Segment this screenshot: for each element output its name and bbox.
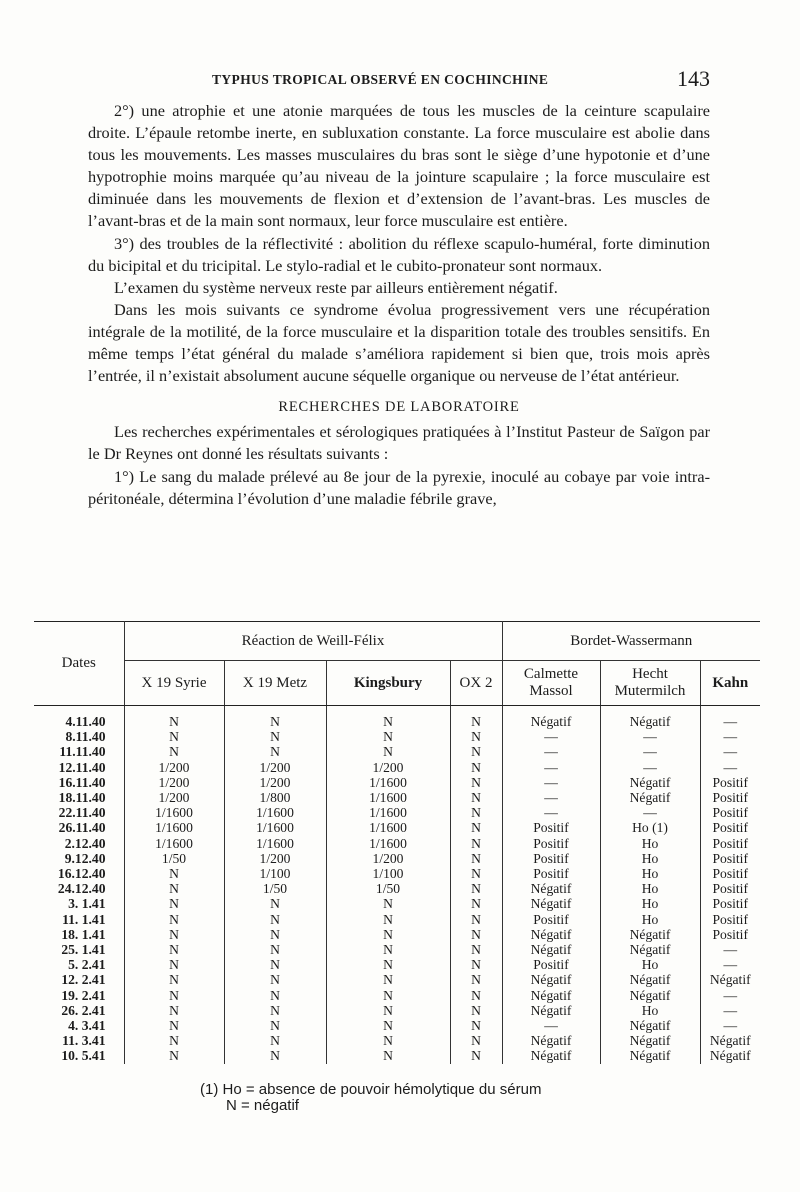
cell-x19-syrie: N: [124, 881, 224, 896]
cell-date: 8.11.40: [34, 729, 124, 744]
body-text: [88, 100, 710, 510]
table-row: [34, 744, 760, 759]
table-row: [34, 896, 760, 911]
cell-kahn: Négatif: [709, 1048, 751, 1064]
cell-date: 18.11.40: [34, 790, 124, 805]
cell-x19-metz: N: [224, 1018, 326, 1033]
cell-calmette-massol: Positif: [502, 851, 600, 866]
table-row: [34, 1018, 760, 1033]
cell-hecht-mutermilch: Ho: [600, 881, 700, 896]
cell-kingsbury: 1/1600: [326, 775, 450, 790]
cell-x19-syrie: N: [124, 896, 224, 911]
cell-kahn: —: [723, 942, 738, 958]
cell-ox2: N: [450, 851, 502, 866]
cell-kingsbury: N: [326, 942, 450, 957]
cell-date: 12. 2.41: [34, 972, 124, 987]
cell-x19-syrie: N: [124, 706, 224, 730]
cell-x19-metz: N: [224, 972, 326, 987]
cell-kahn: —: [723, 987, 738, 1003]
cell-kahn: —: [723, 744, 738, 760]
cell-hecht-mutermilch: Ho: [600, 896, 700, 911]
cell-ox2: N: [450, 760, 502, 775]
cell-x19-syrie: 1/1600: [124, 820, 224, 835]
cell-calmette-massol: Positif: [502, 957, 600, 972]
cell-x19-metz: N: [224, 988, 326, 1003]
cell-ox2: N: [450, 820, 502, 835]
cell-x19-metz: 1/1600: [224, 820, 326, 835]
cell-x19-syrie: N: [124, 988, 224, 1003]
cell-kahn: —: [723, 759, 738, 775]
cell-kahn: Positif: [712, 896, 748, 912]
cell-kingsbury: 1/200: [326, 851, 450, 866]
cell-date: 4. 3.41: [34, 1018, 124, 1033]
cell-x19-metz: N: [224, 957, 326, 972]
cell-x19-metz: N: [224, 942, 326, 957]
cell-kahn: Positif: [712, 805, 748, 821]
cell-kingsbury: 1/1600: [326, 790, 450, 805]
cell-kingsbury: N: [326, 896, 450, 911]
paragraph: 2°) une atrophie et une atonie marquées de tous les muscles de la ceinture scapulaire droite. L’épaule retombe inerte, en subluxation constante. La force musculaire est abolie dans tous les mouvements. Les masses musculaires du bras sont le siège d’une hypotonie et d’une hypotrophie moins marquée qu’au niveau de la jointure scapulaire ; la force musculaire est diminuée dans les mouvements de flexion et d’extension de l’avant-bras. Les muscles de l’avant-bras et de la main sont normaux, leur force musculaire est entière.: [88, 101, 710, 231]
cell-ox2: N: [450, 942, 502, 957]
cell-date: 22.11.40: [34, 805, 124, 820]
cell-date: 9.12.40: [34, 851, 124, 866]
table-row: [34, 851, 760, 866]
cell-hecht-mutermilch: Négatif: [600, 927, 700, 942]
table-row: [34, 912, 760, 927]
table-row: [34, 706, 760, 730]
cell-calmette-massol: —: [502, 729, 600, 744]
cell-hecht-mutermilch: —: [600, 729, 700, 744]
cell-hecht-mutermilch: Ho: [600, 866, 700, 881]
table-row: [34, 1048, 760, 1063]
cell-hecht-mutermilch: —: [600, 805, 700, 820]
cell-calmette-massol: —: [502, 790, 600, 805]
cell-x19-metz: N: [224, 729, 326, 744]
cell-calmette-massol: Négatif: [502, 881, 600, 896]
cell-kahn: Positif: [712, 820, 748, 836]
header-dates: Dates: [34, 622, 124, 706]
cell-kahn: Positif: [712, 790, 748, 806]
paragraph: 3°) des troubles de la réflectivité : abolition du réflexe scapulo-huméral, forte diminution du bicipital et du tricipital. Le stylo-radial et le cubito-pronateur sont normaux.: [88, 233, 710, 275]
cell-date: 16.12.40: [34, 866, 124, 881]
table-row: [34, 972, 760, 987]
cell-hecht-mutermilch: Ho: [600, 1003, 700, 1018]
paragraph: 1°) Le sang du malade prélevé au 8e jour de la pyrexie, inoculé au cobaye par voie intra-péritonéale, détermina l’évolution d’une maladie fébrile grave,: [88, 466, 710, 508]
cell-hecht-mutermilch: Négatif: [600, 1033, 700, 1048]
cell-hecht-mutermilch: Négatif: [600, 942, 700, 957]
cell-x19-syrie: 1/200: [124, 760, 224, 775]
cell-calmette-massol: Négatif: [502, 896, 600, 911]
cell-calmette-massol: Négatif: [502, 972, 600, 987]
cell-kingsbury: N: [326, 1048, 450, 1063]
cell-hecht-mutermilch: Négatif: [600, 790, 700, 805]
header-bordet-wassermann: Bordet-Wassermann: [502, 622, 760, 661]
cell-ox2: N: [450, 912, 502, 927]
cell-x19-metz: N: [224, 706, 326, 730]
cell-date: 26. 2.41: [34, 1003, 124, 1018]
cell-x19-metz: N: [224, 744, 326, 759]
cell-calmette-massol: —: [502, 760, 600, 775]
section-heading: RECHERCHES DE LABORATOIRE: [278, 399, 520, 416]
cell-calmette-massol: Positif: [502, 836, 600, 851]
cell-hecht-mutermilch: Négatif: [600, 775, 700, 790]
cell-kahn: —: [723, 957, 738, 973]
cell-kingsbury: 1/50: [326, 881, 450, 896]
cell-calmette-massol: Positif: [502, 820, 600, 835]
cell-x19-metz: 1/200: [224, 775, 326, 790]
cell-date: 4.11.40: [34, 706, 124, 730]
cell-ox2: N: [450, 1048, 502, 1063]
header-x19-syrie: X 19 Syrie: [124, 661, 224, 706]
table-row: [34, 805, 760, 820]
cell-ox2: N: [450, 972, 502, 987]
table-row: [34, 1003, 760, 1018]
cell-kingsbury: N: [326, 1018, 450, 1033]
cell-hecht-mutermilch: Négatif: [600, 1018, 700, 1033]
paragraph: Les recherches expérimentales et sérologiques pratiquées à l’Institut Pasteur de Saïgon par le Dr Reynes ont donné les résultats suivants :: [88, 422, 710, 464]
cell-x19-metz: 1/100: [224, 866, 326, 881]
cell-x19-syrie: 1/1600: [124, 805, 224, 820]
header-kingsbury: Kingsbury: [326, 661, 450, 706]
table-row: [34, 957, 760, 972]
cell-kahn: —: [723, 729, 738, 745]
cell-x19-syrie: N: [124, 729, 224, 744]
cell-x19-syrie: N: [124, 866, 224, 881]
cell-x19-syrie: N: [124, 927, 224, 942]
cell-ox2: N: [450, 744, 502, 759]
cell-ox2: N: [450, 957, 502, 972]
cell-ox2: N: [450, 775, 502, 790]
cell-x19-metz: 1/800: [224, 790, 326, 805]
cell-x19-syrie: N: [124, 957, 224, 972]
footnote: (1) Ho = absence de pouvoir hémolytique du sérum: [200, 1081, 542, 1098]
cell-ox2: N: [450, 1033, 502, 1048]
cell-calmette-massol: Négatif: [502, 1048, 600, 1063]
cell-calmette-massol: Positif: [502, 912, 600, 927]
table-row: [34, 988, 760, 1003]
cell-x19-syrie: N: [124, 1033, 224, 1048]
header-kahn: Kahn: [700, 661, 760, 706]
cell-hecht-mutermilch: Négatif: [600, 972, 700, 987]
cell-calmette-massol: —: [502, 805, 600, 820]
table-row: [34, 775, 760, 790]
table-row: [34, 836, 760, 851]
cell-x19-syrie: N: [124, 912, 224, 927]
results-table-container: [34, 621, 760, 1064]
cell-kahn: Négatif: [709, 972, 751, 988]
cell-x19-syrie: N: [124, 1003, 224, 1018]
cell-kahn: Positif: [712, 850, 748, 866]
results-table: [34, 621, 760, 1064]
cell-kingsbury: N: [326, 957, 450, 972]
cell-ox2: N: [450, 805, 502, 820]
cell-x19-metz: N: [224, 912, 326, 927]
cell-x19-syrie: 1/200: [124, 790, 224, 805]
cell-calmette-massol: Négatif: [502, 988, 600, 1003]
cell-kahn: Positif: [712, 835, 748, 851]
cell-hecht-mutermilch: Ho: [600, 957, 700, 972]
cell-x19-metz: 1/50: [224, 881, 326, 896]
cell-date: 12.11.40: [34, 760, 124, 775]
cell-ox2: N: [450, 988, 502, 1003]
cell-hecht-mutermilch: —: [600, 744, 700, 759]
table-row: [34, 790, 760, 805]
header-hecht-mutermilch: Hecht Mutermilch: [600, 661, 700, 706]
cell-ox2: N: [450, 881, 502, 896]
cell-x19-syrie: N: [124, 1048, 224, 1063]
cell-date: 26.11.40: [34, 820, 124, 835]
cell-kahn: —: [723, 1002, 738, 1018]
footnotes: [200, 1082, 541, 1114]
cell-ox2: N: [450, 1018, 502, 1033]
paragraph: L’examen du système nerveux reste par ailleurs entièrement négatif.: [114, 277, 558, 297]
cell-calmette-massol: —: [502, 1018, 600, 1033]
cell-hecht-mutermilch: Ho (1): [600, 820, 700, 835]
header-x19-metz: X 19 Metz: [224, 661, 326, 706]
cell-calmette-massol: Négatif: [502, 927, 600, 942]
cell-kahn: Positif: [712, 881, 748, 897]
cell-x19-syrie: 1/1600: [124, 836, 224, 851]
cell-date: 3. 1.41: [34, 896, 124, 911]
cell-kahn: Positif: [712, 911, 748, 927]
cell-ox2: N: [450, 866, 502, 881]
cell-date: 16.11.40: [34, 775, 124, 790]
cell-x19-syrie: N: [124, 972, 224, 987]
page-header: [88, 66, 710, 94]
running-title: TYPHUS TROPICAL OBSERVÉ EN COCHINCHINE: [212, 72, 549, 87]
cell-kingsbury: N: [326, 988, 450, 1003]
cell-kahn: —: [723, 1018, 738, 1034]
table-row: [34, 927, 760, 942]
cell-date: 2.12.40: [34, 836, 124, 851]
cell-kingsbury: N: [326, 912, 450, 927]
cell-hecht-mutermilch: Ho: [600, 912, 700, 927]
table-row: [34, 942, 760, 957]
cell-x19-syrie: N: [124, 744, 224, 759]
paragraph: Dans les mois suivants ce syndrome évolua progressivement vers une récupération intégrale de la motilité, de la force musculaire et la disparition totale des troubles sensitifs. En même temps l’état général du malade s’améliora rapidement si bien que, trois mois après l’entrée, il n’existait absolument aucune séquelle organique ou nerveuse de l’état antérieur.: [88, 299, 710, 386]
cell-hecht-mutermilch: Ho: [600, 851, 700, 866]
cell-kahn: —: [723, 714, 738, 729]
cell-kingsbury: 1/200: [326, 760, 450, 775]
cell-x19-metz: N: [224, 927, 326, 942]
cell-calmette-massol: Positif: [502, 866, 600, 881]
cell-x19-metz: 1/200: [224, 760, 326, 775]
cell-kingsbury: 1/1600: [326, 820, 450, 835]
cell-calmette-massol: Négatif: [502, 1033, 600, 1048]
header-calmette-massol: Calmette Massol: [502, 661, 600, 706]
table-body: [34, 706, 760, 1064]
cell-x19-metz: 1/200: [224, 851, 326, 866]
cell-x19-metz: N: [224, 1048, 326, 1063]
table-row: [34, 760, 760, 775]
table-row: [34, 881, 760, 896]
cell-kingsbury: N: [326, 1033, 450, 1048]
cell-kingsbury: 1/1600: [326, 805, 450, 820]
cell-kingsbury: N: [326, 744, 450, 759]
cell-ox2: N: [450, 706, 502, 730]
cell-x19-metz: 1/1600: [224, 805, 326, 820]
cell-kingsbury: N: [326, 972, 450, 987]
cell-kahn: Positif: [712, 926, 748, 942]
cell-kingsbury: N: [326, 1003, 450, 1018]
cell-kingsbury: N: [326, 927, 450, 942]
cell-date: 11. 1.41: [34, 912, 124, 927]
cell-x19-metz: N: [224, 896, 326, 911]
cell-calmette-massol: Négatif: [502, 706, 600, 730]
cell-kahn: Négatif: [709, 1033, 751, 1049]
header-ox2: OX 2: [450, 661, 502, 706]
cell-kingsbury: 1/100: [326, 866, 450, 881]
cell-hecht-mutermilch: —: [600, 760, 700, 775]
cell-kingsbury: 1/1600: [326, 836, 450, 851]
table-row: [34, 1033, 760, 1048]
cell-kahn: Positif: [712, 866, 748, 882]
cell-calmette-massol: Négatif: [502, 1003, 600, 1018]
cell-date: 10. 5.41: [34, 1048, 124, 1063]
cell-calmette-massol: Négatif: [502, 942, 600, 957]
cell-hecht-mutermilch: Négatif: [600, 1048, 700, 1063]
cell-kahn: Positif: [712, 774, 748, 790]
table-row: [34, 729, 760, 744]
table-row: [34, 820, 760, 835]
cell-x19-metz: 1/1600: [224, 836, 326, 851]
cell-x19-syrie: N: [124, 942, 224, 957]
cell-calmette-massol: —: [502, 775, 600, 790]
cell-hecht-mutermilch: Ho: [600, 836, 700, 851]
cell-kingsbury: N: [326, 729, 450, 744]
cell-date: 24.12.40: [34, 881, 124, 896]
cell-ox2: N: [450, 927, 502, 942]
cell-date: 19. 2.41: [34, 988, 124, 1003]
cell-calmette-massol: —: [502, 744, 600, 759]
cell-date: 18. 1.41: [34, 927, 124, 942]
cell-ox2: N: [450, 729, 502, 744]
cell-date: 11. 3.41: [34, 1033, 124, 1048]
cell-kingsbury: N: [326, 706, 450, 730]
cell-hecht-mutermilch: Négatif: [600, 988, 700, 1003]
cell-x19-metz: N: [224, 1003, 326, 1018]
cell-x19-syrie: 1/50: [124, 851, 224, 866]
cell-hecht-mutermilch: Négatif: [600, 706, 700, 730]
cell-date: 25. 1.41: [34, 942, 124, 957]
cell-x19-metz: N: [224, 1033, 326, 1048]
footnote: N = négatif: [226, 1097, 299, 1114]
cell-ox2: N: [450, 896, 502, 911]
table-row: [34, 866, 760, 881]
cell-ox2: N: [450, 836, 502, 851]
cell-x19-syrie: N: [124, 1018, 224, 1033]
cell-date: 11.11.40: [34, 744, 124, 759]
cell-date: 5. 2.41: [34, 957, 124, 972]
cell-ox2: N: [450, 1003, 502, 1018]
page-number: 143: [677, 66, 710, 91]
cell-ox2: N: [450, 790, 502, 805]
cell-x19-syrie: 1/200: [124, 775, 224, 790]
header-weil-felix: Réaction de Weill-Félix: [124, 622, 502, 661]
